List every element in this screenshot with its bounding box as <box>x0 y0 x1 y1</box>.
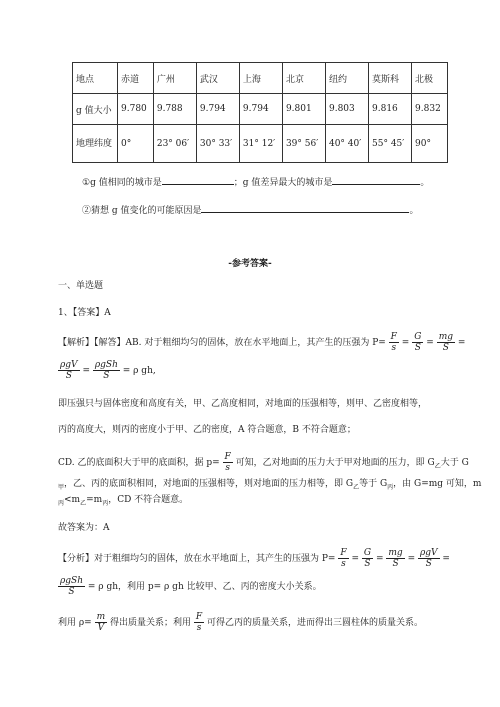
fraction <box>58 360 80 381</box>
g-value-table <box>72 62 448 163</box>
analysis-line <box>58 360 156 381</box>
table-cell: 9.816 <box>369 94 412 125</box>
equals-sign: = <box>426 338 434 348</box>
numerator: mg <box>438 332 454 342</box>
fraction <box>418 548 440 569</box>
equals-sign: = <box>375 554 384 564</box>
answer-blank <box>162 176 234 185</box>
analysis-text: 等于 G <box>359 479 388 489</box>
equals-sign: = <box>82 366 90 376</box>
analysis-text: ，由 G=mg 可知，m <box>393 479 482 489</box>
numerator: ρgV <box>419 548 438 558</box>
denominator: S <box>392 559 399 569</box>
subscript: 丙 <box>102 499 109 507</box>
fraction <box>95 612 108 633</box>
analysis-line <box>58 332 465 353</box>
numerator: mg <box>388 548 403 558</box>
table-cell: 9.794 <box>239 94 282 125</box>
equals-sign: = <box>457 338 466 348</box>
numerator: F <box>195 612 203 622</box>
table-cell: 39° 56′ <box>282 125 325 163</box>
equals-sign: = <box>401 338 410 348</box>
numerator: F <box>340 548 347 558</box>
question-punct: 。 <box>420 178 430 188</box>
analysis-text: ，CD 不符合题意。 <box>108 495 189 505</box>
table-cell: 地点 <box>73 63 118 94</box>
analysis-text: = ρ gh, <box>122 366 156 376</box>
table-cell: 莫斯科 <box>369 63 412 94</box>
numerator: m <box>96 612 106 622</box>
denominator: s <box>391 343 397 353</box>
table-cell: 9.832 <box>412 94 448 125</box>
table-cell: 北极 <box>412 63 448 94</box>
fraction <box>93 360 120 381</box>
fraction <box>362 548 373 569</box>
table-cell: 地理纬度 <box>73 125 118 163</box>
analysis-text: 【解析】【解答】AB. 对于粗细均匀的固体，放在水平地面上，其产生的压强为 P= <box>58 338 386 348</box>
table-cell: 90° <box>412 125 448 163</box>
section-heading: 一、单选题 <box>58 281 104 291</box>
denominator: s <box>196 623 202 633</box>
table-cell: 北京 <box>282 63 325 94</box>
question-punct: 。 <box>409 206 419 216</box>
question-text: ②猜想 g 值变化的可能原因是 <box>82 206 202 216</box>
question-text: ；g 值差异最大的城市是 <box>233 178 333 188</box>
table-cell: 武汉 <box>196 63 239 94</box>
analysis-line <box>58 576 322 597</box>
table-cell: 40° 40′ <box>325 125 368 163</box>
analysis-line <box>58 452 469 473</box>
table-cell: 上海 <box>239 63 282 94</box>
denominator: S <box>68 587 75 597</box>
table-cell: 9.803 <box>325 94 368 125</box>
fraction <box>412 332 423 353</box>
answer-blank <box>201 204 409 213</box>
analysis-text: ，乙、丙的底面积相同，对地面的压强相等，则对地面的压力相等，即 G <box>64 479 354 489</box>
fraction <box>338 548 348 569</box>
analysis-line <box>58 612 423 633</box>
equals-sign: = <box>351 554 360 564</box>
analysis-text: 【分析】对于粗细均匀的固体，放在水平地面上，其产生的压强为 P= <box>58 554 336 564</box>
table-cell: g 值大小 <box>73 94 118 125</box>
analysis-line <box>58 478 481 494</box>
fraction <box>58 576 85 597</box>
numerator: ρgSh <box>60 576 84 586</box>
table-cell: 30° 33′ <box>196 125 239 163</box>
table-cell: 赤道 <box>118 63 154 94</box>
table-row <box>73 63 448 94</box>
equals-sign: = <box>407 554 416 564</box>
analysis-text: 可知，乙对地面的压力大于甲对地面的压力，即 G <box>235 458 435 468</box>
answer-title: -参考答案- <box>228 259 272 269</box>
conclusion: 故答案为：A <box>58 523 110 533</box>
denominator: S <box>103 371 110 381</box>
table-cell: 0° <box>118 125 154 163</box>
analysis-line <box>58 494 188 510</box>
subscript: 乙 <box>434 462 441 470</box>
subscript: 乙 <box>80 499 87 507</box>
subscript: 乙 <box>353 483 360 491</box>
table-cell: 纽约 <box>325 63 368 94</box>
analysis-text: <m <box>64 495 81 505</box>
numerator: F <box>390 332 397 342</box>
analysis-text: 得出质量关系；利用 <box>110 618 192 628</box>
denominator: V <box>97 623 105 633</box>
question-text: ①g 值相同的城市是 <box>82 178 162 188</box>
table-row <box>73 125 448 163</box>
numerator: G <box>414 332 422 342</box>
subscript: 甲 <box>58 483 65 491</box>
numerator: G <box>363 548 372 558</box>
analysis-line: 丙的高度大，则丙的密度小于甲、乙的密度，A 符合题意，B 不符合题意； <box>58 425 356 435</box>
analysis-text: 大于 G <box>440 458 469 468</box>
table-cell: 9.801 <box>282 94 325 125</box>
fraction <box>389 332 399 353</box>
answer-blank <box>332 176 420 185</box>
table-cell: 23° 06′ <box>153 125 196 163</box>
equals-sign: = <box>442 554 450 564</box>
question-2 <box>82 204 419 217</box>
fraction <box>223 452 233 473</box>
fraction <box>194 612 204 633</box>
subscript: 丙 <box>58 499 65 507</box>
table-cell: 广州 <box>153 63 196 94</box>
analysis-text: 利用 ρ= <box>58 618 92 628</box>
analysis-line: 即压强只与固体密度和高度有关，甲、乙高度相同，对地面的压强相等，则甲、乙密度相等， <box>58 399 428 409</box>
numerator: ρgSh <box>94 360 118 370</box>
numerator: F <box>224 452 231 462</box>
numerator: ρgV <box>60 360 78 370</box>
analysis-text: CD. 乙的底面积大于甲的底面积，据 p= <box>58 458 220 468</box>
denominator: S <box>65 371 72 381</box>
denominator: s <box>225 463 230 473</box>
table-cell: 55° 45′ <box>369 125 412 163</box>
denominator: S <box>364 559 371 569</box>
analysis-text: =m <box>86 495 103 505</box>
fraction <box>437 332 455 353</box>
table-cell: 9.788 <box>153 94 196 125</box>
analysis-line <box>58 548 450 569</box>
question-1 <box>82 176 429 189</box>
denominator: S <box>414 343 421 353</box>
analysis-text: 可得乙丙的质量关系，进而得出三圆柱体的质量关系。 <box>207 618 424 628</box>
table-row <box>73 94 448 125</box>
table-cell: 9.794 <box>196 94 239 125</box>
denominator: S <box>442 343 449 353</box>
table-cell: 31° 12′ <box>239 125 282 163</box>
item-answer: 1、【答案】A <box>58 308 111 318</box>
subscript: 丙 <box>387 483 394 491</box>
fraction <box>386 548 404 569</box>
table-cell: 9.780 <box>118 94 154 125</box>
denominator: s <box>341 559 346 569</box>
denominator: S <box>425 559 432 569</box>
analysis-text: = ρ gh，利用 p= ρ gh 比较甲、乙、丙的密度大小关系。 <box>87 582 322 592</box>
